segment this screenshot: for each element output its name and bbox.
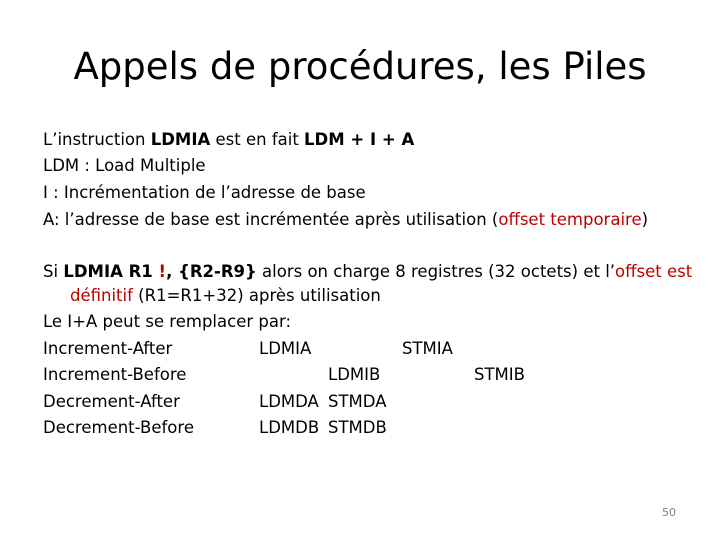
text-line-ldm: LDM : Load Multiple bbox=[43, 156, 206, 175]
text-line-after bbox=[43, 207, 648, 234]
text-run: Si bbox=[43, 262, 64, 281]
mode-st-instruction: STMDA bbox=[328, 392, 387, 411]
writeback-mark: ! bbox=[158, 262, 167, 281]
mode-ld-instruction: LDMIB bbox=[328, 365, 381, 384]
text-run: (R1=R1+32) après utilisation bbox=[132, 286, 381, 305]
mode-ld-instruction: LDMDA bbox=[259, 392, 319, 411]
text-line-example bbox=[43, 259, 692, 286]
mode-ld-instruction: LDMDB bbox=[259, 418, 320, 437]
text-run: L’instruction bbox=[43, 130, 151, 149]
highlight-definitif: définitif bbox=[70, 286, 133, 305]
text-run: alors on charge 8 registres (32 octets) et l’ bbox=[256, 262, 616, 281]
mode-name: Increment-After bbox=[43, 339, 173, 358]
text-line-increment: I : Incrémentation de l’adresse de base bbox=[43, 183, 366, 202]
mode-st-instruction: STMDB bbox=[328, 418, 387, 437]
mode-st-instruction: STMIA bbox=[402, 339, 453, 358]
instruction-example: LDMIA R1 bbox=[63, 262, 159, 281]
text-line-ldmia-definition bbox=[43, 127, 414, 154]
text-line-example-cont bbox=[70, 283, 381, 310]
mode-name: Decrement-Before bbox=[43, 418, 194, 437]
text-line-replace: Le I+A peut se remplacer par: bbox=[43, 312, 292, 331]
page-number: 50 bbox=[662, 506, 676, 519]
register-list: , {R2-R9} bbox=[166, 262, 257, 281]
text-run: est en fait bbox=[210, 130, 305, 149]
mode-name: Decrement-After bbox=[43, 392, 180, 411]
slide-title: Appels de procédures, les Piles bbox=[73, 45, 647, 88]
highlight-offset-temporaire: offset temporaire bbox=[498, 210, 642, 229]
mode-name: Increment-Before bbox=[43, 365, 187, 384]
instruction-ldmia: LDMIA bbox=[150, 130, 211, 149]
instruction-breakdown: LDM + I + A bbox=[304, 130, 415, 149]
highlight-offset-est: offset est bbox=[615, 262, 693, 281]
text-run: ) bbox=[641, 210, 649, 229]
text-run: A: l’adresse de base est incrémentée après utilisation ( bbox=[43, 210, 499, 229]
mode-st-instruction: STMIB bbox=[474, 365, 525, 384]
mode-ld-instruction: LDMIA bbox=[259, 339, 312, 358]
